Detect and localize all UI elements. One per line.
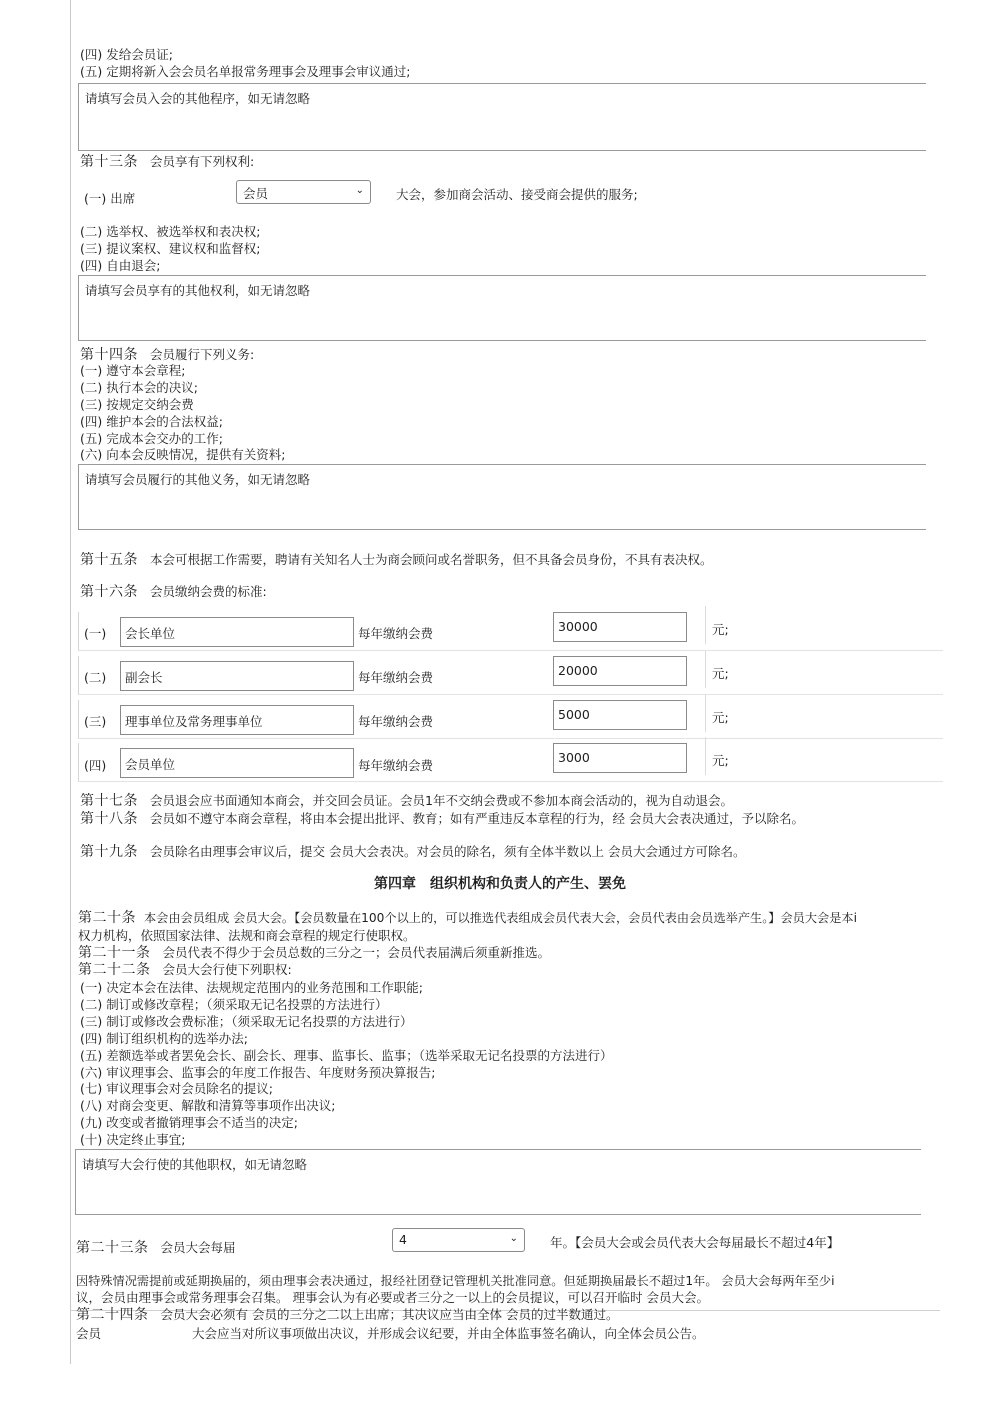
- article-22-title: 第二十二条: [78, 962, 151, 978]
- article-13-intro: 会员享有下列权利:: [150, 154, 255, 169]
- column-divider: [705, 694, 706, 732]
- article-24-line-2: 大会应当对所议事项做出决议，并形成会议纪要，并由全体监事签名确认，向全体会员公告。: [192, 1326, 705, 1341]
- article-16-intro: 会员缴纳会费的标准:: [150, 584, 267, 599]
- other-duties-input[interactable]: 请填写会员履行的其他义务，如无请忽略: [78, 464, 926, 530]
- article-16-title: 第十六条: [80, 584, 138, 600]
- article-14-intro: 会员履行下列义务:: [150, 347, 255, 362]
- article-24-line-2-prefix: 会员: [76, 1326, 102, 1341]
- article-18: [80, 810, 804, 828]
- article-16-heading: [80, 583, 267, 601]
- fee-label: 每年缴纳会费: [358, 670, 434, 685]
- member-type-input[interactable]: 副会长: [120, 661, 354, 691]
- article-18-title: 第十八条: [80, 811, 138, 827]
- membership-step-4: (四) 发给会员证;: [80, 47, 173, 62]
- article-19-text: 会员除名由理事会审议后，提交 会员大会表决。对会员的除名，须有全体半数以上 会员大会通过方可除名。: [150, 844, 746, 859]
- article-21: [78, 944, 550, 962]
- article-17-text: 会员退会应书面通知本商会，并交回会员证。会员1年不交纳会费或不参加本商会活动的，视为自动退会。: [150, 793, 733, 808]
- power-item-10: (十) 决定终止事宜;: [80, 1132, 186, 1147]
- article-15: [80, 551, 713, 569]
- fee-amount-input[interactable]: 5000: [553, 700, 687, 730]
- article-20-line-1: 本会由会员组成 会员大会。【会员数量在100个以上的，可以推选代表组成会员代表大会，会员代表由会员选举产生。】会员大会是本i: [144, 911, 858, 925]
- article-23-line-3: 议，会员由理事会或常务理事会召集。 理事会认为有必要或者三分之一以上的会员提议，可以召开临时 会员大会。: [76, 1290, 709, 1305]
- article-22-heading: [78, 961, 292, 979]
- right-item-4: (四) 自由退会;: [80, 258, 161, 273]
- power-item-3: (三) 制订或修改会费标准；（须采取无记名投票的方法进行）: [80, 1014, 413, 1029]
- right-1-suffix: 大会，参加商会活动、接受商会提供的服务;: [396, 187, 638, 202]
- right-item-3: (三) 提议案权、建议权和监督权;: [80, 241, 261, 256]
- article-19-title: 第十九条: [80, 844, 138, 860]
- attendance-meeting-select[interactable]: [236, 180, 371, 204]
- article-21-title: 第二十一条: [78, 945, 151, 961]
- article-17-title: 第十七条: [80, 793, 138, 809]
- article-23-heading: [76, 1237, 236, 1257]
- fee-label: 每年缴纳会费: [358, 758, 434, 773]
- duty-item-1: (一) 遵守本会章程;: [80, 363, 186, 378]
- fee-label: 每年缴纳会费: [358, 714, 434, 729]
- article-24-text: 会员大会必须有 会员的三分之二以上出席；其决议应当由全体 会员的过半数通过。: [160, 1307, 619, 1322]
- power-item-5: (五) 差额选举或者罢免会长、副会长、理事、监事长、监事；（选举采取无记名投票的方法进行）: [80, 1048, 613, 1063]
- member-type-input[interactable]: 理事单位及常务理事单位: [120, 705, 354, 735]
- right-item-2: (二) 选举权、被选举权和表决权;: [80, 224, 261, 239]
- right-1-prefix: (一) 出席: [84, 191, 136, 206]
- column-divider: [705, 606, 706, 644]
- left-margin-rule: [70, 0, 71, 1364]
- article-24: [76, 1306, 618, 1324]
- article-21-text: 会员代表不得少于会员总数的三分之一；会员代表届满后须重新推选。: [162, 945, 551, 960]
- article-20-title: 第二十条: [78, 910, 136, 926]
- fee-row-number: (三): [84, 714, 107, 729]
- article-15-title: 第十五条: [80, 552, 138, 568]
- duty-item-6: (六) 向本会反映情况，提供有关资料;: [80, 447, 286, 462]
- article-17: [80, 792, 733, 810]
- article-14-title: 第十四条: [80, 347, 138, 363]
- power-item-8: (八) 对商会变更、解散和清算等事项作出决议;: [80, 1098, 336, 1113]
- fee-amount-input[interactable]: 3000: [553, 743, 687, 773]
- fee-unit: 元;: [712, 710, 729, 725]
- member-type-input[interactable]: 会员单位: [120, 748, 354, 778]
- duty-item-4: (四) 维护本会的合法权益;: [80, 414, 223, 429]
- chevron-down-icon: ⌄: [355, 185, 364, 196]
- duty-item-2: (二) 执行本会的决议;: [80, 380, 198, 395]
- duty-item-3: (三) 按规定交纳会费: [80, 397, 194, 412]
- article-13-title: 第十三条: [80, 154, 138, 170]
- article-23-title: 第二十三条: [76, 1240, 149, 1256]
- column-divider: [705, 650, 706, 688]
- article-23-prefix: 会员大会每届: [160, 1240, 236, 1255]
- article-20-line-2: 权力机构，依照国家法律、法规和商会章程的规定行使职权。: [78, 928, 416, 943]
- article-24-title: 第二十四条: [76, 1307, 149, 1323]
- article-20: [78, 910, 857, 927]
- member-type-input[interactable]: 会长单位: [120, 617, 354, 647]
- article-13-heading: [80, 153, 254, 171]
- column-divider: [705, 737, 706, 775]
- fee-unit: 元;: [712, 622, 729, 637]
- fee-row-number: (一): [84, 626, 107, 641]
- fee-unit: 元;: [712, 753, 729, 768]
- fee-label: 每年缴纳会费: [358, 626, 434, 641]
- term-years-select[interactable]: [392, 1228, 525, 1252]
- article-19: [80, 843, 745, 861]
- duty-item-5: (五) 完成本会交办的工作;: [80, 431, 223, 446]
- other-rights-input[interactable]: 请填写会员享有的其他权利，如无请忽略: [78, 275, 926, 341]
- article-15-text: 本会可根据工作需要，聘请有关知名人士为商会顾问或名誉职务，但不具备会员身份，不具有表决权。: [150, 552, 713, 567]
- power-item-9: (九) 改变或者撤销理事会不适当的决定;: [80, 1115, 298, 1130]
- fee-amount-input[interactable]: 20000: [553, 656, 687, 686]
- power-item-7: (七) 审议理事会对会员除名的提议;: [80, 1081, 273, 1096]
- article-23-suffix: 年。【会员大会或会员代表大会每届最长不超过4年】: [550, 1235, 840, 1250]
- chapter-4-title: 第四章 组织机构和负责人的产生、罢免: [374, 876, 626, 892]
- power-item-4: (四) 制订组织机构的选举办法;: [80, 1031, 248, 1046]
- other-assembly-powers-input[interactable]: 请填写大会行使的其他职权，如无请忽略: [75, 1149, 921, 1215]
- power-item-6: (六) 审议理事会、监事会的年度工作报告、年度财务预决算报告;: [80, 1065, 436, 1080]
- power-item-1: (一) 决定本会在法律、法规规定范围内的业务范围和工作职能;: [80, 980, 423, 995]
- other-membership-procedures-input[interactable]: 请填写会员入会的其他程序，如无请忽略: [78, 83, 926, 151]
- fee-unit: 元;: [712, 666, 729, 681]
- chevron-down-icon: ⌄: [509, 1233, 518, 1244]
- term-years-select-value: 4: [399, 1232, 407, 1247]
- fee-amount-input[interactable]: 30000: [553, 612, 687, 642]
- article-18-text: 会员如不遵守本商会章程，将由本会提出批评、教育；如有严重违反本章程的行为，经 会员大会表决通过，予以除名。: [150, 811, 804, 826]
- power-item-2: (二) 制订或修改章程；（须采取无记名投票的方法进行）: [80, 997, 388, 1012]
- article-23-line-2: 因特殊情况需提前或延期换届的，须由理事会表决通过，报经社团登记管理机关批准同意。但延期换届最长不超过1年。 会员大会每两年至少i: [76, 1274, 835, 1288]
- attendance-meeting-select-value: 会员: [243, 186, 269, 201]
- article-22-intro: 会员大会行使下列职权:: [162, 962, 292, 977]
- fee-row-number: (四): [84, 758, 107, 773]
- membership-step-5: (五) 定期将新入会会员名单报常务理事会及理事会审议通过;: [80, 64, 411, 79]
- fee-row-number: (二): [84, 670, 107, 685]
